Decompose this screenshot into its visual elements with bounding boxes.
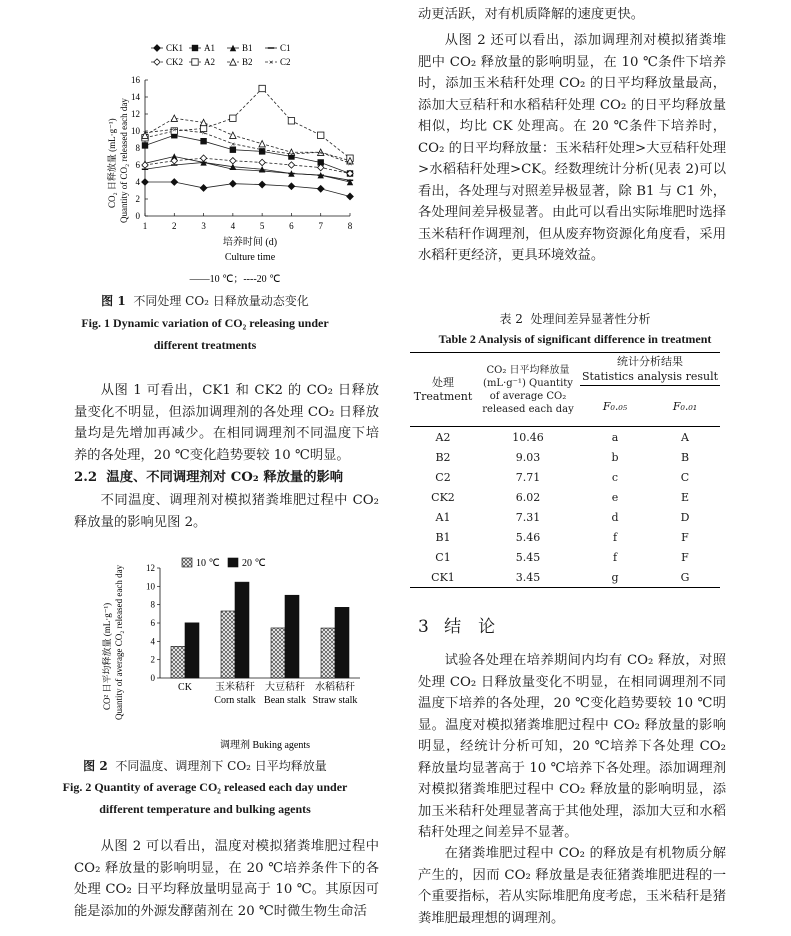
table-cell-treatment: B2 bbox=[435, 450, 451, 464]
figure-2-category-label: 大豆秸秆 bbox=[265, 682, 305, 693]
table-cell-f005: c bbox=[611, 470, 619, 484]
table-cell-treatment: C2 bbox=[435, 470, 451, 484]
table-cell-quantity: 10.46 bbox=[512, 430, 544, 444]
figure-2-bar bbox=[335, 607, 349, 678]
figure-1-ylabel-cn: CO₂ 日释放量 (mL·g⁻¹) bbox=[107, 118, 117, 208]
figure-2-y-tick-label: 8 bbox=[150, 599, 155, 610]
figure-1-caption-en-line1: Fig. 1 Dynamic variation of CO₂ releasing under bbox=[81, 316, 329, 330]
figure-2-category-label-en: Straw stalk bbox=[312, 695, 358, 706]
figure-1-point-ck1 bbox=[142, 179, 148, 185]
table-header-quantity: CO₂ 日平均释放量 (mL·g⁻¹) Quantity of average CO₂ released each day bbox=[476, 353, 580, 427]
figure-1-x-tick-label: 3 bbox=[201, 221, 206, 231]
table-cell-f001: G bbox=[650, 567, 720, 588]
table-row bbox=[410, 487, 720, 507]
figure-1-point-ck1 bbox=[318, 186, 324, 192]
figure-1-line-style-legend: ——10 ℃；----20 ℃ bbox=[189, 274, 281, 285]
table-cell-treatment: CK2 bbox=[431, 490, 455, 504]
figure-1-caption-en-line2: different treatments bbox=[153, 338, 257, 352]
table-cell-treatment: A2 bbox=[435, 430, 451, 444]
figure-1-point-b2 bbox=[230, 132, 236, 138]
figure-1-point-c2: × bbox=[318, 148, 323, 158]
table-cell-f005: g bbox=[580, 567, 650, 588]
figure-1-point-c2: × bbox=[172, 125, 177, 135]
figure-2-bar bbox=[285, 595, 299, 678]
table-cell-quantity: 9.03 bbox=[515, 450, 541, 464]
figure-2-bar bbox=[271, 628, 285, 678]
figure-1-x-tick-label: 1 bbox=[142, 221, 148, 231]
figure-1-legend-marker bbox=[192, 59, 198, 65]
figure-2-bar bbox=[321, 628, 335, 678]
table-header-f005: F₀.₀₅ bbox=[602, 399, 628, 413]
figure-1-legend-label: A2 bbox=[204, 57, 215, 67]
body-paragraph-2: 不同温度、调理剂对模拟猪粪堆肥过程中 CO₂ 释放量的影响见图 2。 bbox=[74, 493, 379, 530]
table-cell-f005: f bbox=[612, 530, 618, 544]
table-cell-quantity: 7.31 bbox=[515, 510, 541, 524]
table-row bbox=[410, 547, 720, 567]
figure-1-point-ck1 bbox=[347, 193, 353, 199]
figure-2-legend bbox=[182, 558, 266, 569]
right-paragraph-2: 试验各处理在培养期间内均有 CO₂ 释放，对照处理 CO₂ 日释放量变化不明显，在相同调理剂不同温度下培养的各处理，20 ℃变化趋势要较 10 ℃明显。温度对模拟猪粪堆肥过程中 CO₂ 释放量的影响明显，经统计分析可知，20 ℃培养下各处理 CO₂ 释放量均显著高于 10 ℃培养下各处理。添加调理剂对模拟猪粪堆肥过程中 CO₂ 释放量的影响明显，添加玉米秸秆处理显著高于其他处理，添加大豆和水稻秸秆处理之间差异不显著。 bbox=[418, 653, 726, 840]
table-cell-f001: A bbox=[681, 430, 689, 444]
table-header-f001: F₀.₀₁ bbox=[672, 399, 698, 413]
figure-1-legend-marker bbox=[192, 45, 198, 51]
figure-1-legend-label: C2 bbox=[280, 57, 291, 67]
figure-1-point-ck1 bbox=[288, 183, 294, 189]
body-paragraph-1: 从图 1 可看出，CK1 和 CK2 的 CO₂ 日释放量变化不明显，但添加调理剂的各处理 CO₂ 日释放量均是先增加再减少。在相同调理剂不同温度下培养的各处理，20 ℃变化趋势要较 10 ℃明显。 bbox=[74, 383, 379, 463]
figure-1-xlabel-en: Culture time bbox=[224, 252, 276, 263]
table-cell-treatment: CK1 bbox=[410, 567, 476, 588]
figure-2-bar-chart bbox=[100, 550, 370, 755]
figure-1-y-tick-label: 8 bbox=[135, 143, 140, 153]
figure-1-x-tick-label: 4 bbox=[230, 221, 236, 231]
figure-1-legend-label: A1 bbox=[204, 43, 215, 53]
table-header-stat: 统计分析结果 Statistics analysis result bbox=[580, 353, 720, 386]
figure-2-y-tick-label: 6 bbox=[150, 618, 155, 628]
figure-2-caption-en-line1: Fig. 2 Quantity of average CO₂ released each day under bbox=[62, 780, 348, 794]
figure-1-x-tick-label: 5 bbox=[259, 221, 265, 231]
right-paragraph-1: 从图 2 还可以看出，添加调理剂对模拟猪粪堆肥中 CO₂ 释放量的影响明显，在 10 ℃条件下培养时，添加玉米秸秆处理 CO₂ 的日平均释放量最高，添加大豆秸秆和水稻秸秆处理 CO₂ 的日平均释放量相似，均比 CK 处理高。在 20 ℃条件下培养时，CO₂ 的日平均释放量：玉米秸秆处理>大豆秸秆处理>水稻秸秆处理>CK。经数理统计分析(见表 2)可以看出，各处理与对照差异极显著，除 B1 与 C1 外，各处理间差异极显著。由此可以看出实际堆肥时选择玉米秸秆作调理剂，但从废弃物资源化角度看，采用水稻秆更经济，更具环境效益。 bbox=[418, 33, 726, 263]
right-paragraph-3: 在猪粪堆肥过程中 CO₂ 的释放是有机物质分解产生的，因而 CO₂ 释放量是表征猪粪堆肥进程的一个重要指标，若从实际堆肥角度考虑，玉米秸秆是猪粪堆肥最理想的调理剂。 bbox=[418, 846, 726, 926]
figure-1-y-tick-label: 0 bbox=[135, 211, 140, 221]
figure-1-x-tick-label: 2 bbox=[172, 221, 177, 231]
table-header-treatment: 处理 Treatment bbox=[410, 353, 476, 427]
figure-1-point-ck1 bbox=[259, 181, 265, 187]
figure-2-category-label: CK bbox=[178, 682, 192, 693]
left-column bbox=[0, 0, 395, 936]
figure-1-legend bbox=[151, 43, 291, 67]
section-3-heading: 3 结 论 bbox=[418, 617, 496, 637]
figure-1-y-tick-label: 10 bbox=[131, 126, 140, 136]
figure-1-point-c2: × bbox=[347, 159, 353, 169]
figure-1-legend-marker bbox=[230, 59, 236, 65]
figure-2-y-tick-label: 10 bbox=[146, 581, 155, 592]
figure-1-legend-label: B2 bbox=[242, 57, 253, 67]
figure-1-point-c2: × bbox=[201, 128, 206, 138]
table-cell-f001: C bbox=[680, 470, 690, 484]
figure-2-y-tick-label: 4 bbox=[150, 636, 155, 647]
figure-2-y-tick-label: 12 bbox=[146, 563, 155, 573]
figure-2-bar bbox=[221, 611, 235, 678]
figure-1-point-a1 bbox=[142, 142, 148, 148]
table-row bbox=[410, 567, 720, 588]
figure-1-point-ck1 bbox=[200, 185, 206, 191]
table-cell-quantity: 5.46 bbox=[515, 530, 541, 544]
figure-1-legend-label: CK1 bbox=[166, 43, 184, 53]
figure-1-y-tick-label: 4 bbox=[135, 177, 140, 187]
figure-2-bar bbox=[235, 582, 249, 678]
figure-2-category-label-en: Bean stalk bbox=[264, 695, 306, 706]
section-2-2-heading: 2.2 温度、不同调理剂对 CO₂ 释放量的影响 bbox=[74, 470, 344, 485]
figure-1-point-a2 bbox=[259, 85, 265, 91]
table-cell-f001: E bbox=[680, 490, 689, 504]
figure-1-legend-marker: × bbox=[268, 58, 274, 67]
figure-1-y-tick-label: 2 bbox=[135, 194, 140, 204]
figure-1-y-tick-label: 6 bbox=[135, 160, 140, 170]
figure-1-point-a2 bbox=[230, 115, 236, 121]
table-cell-f005: a bbox=[611, 430, 619, 444]
figure-1-x-tick-label: 7 bbox=[318, 221, 323, 231]
table-cell-treatment: B1 bbox=[435, 530, 451, 544]
figure-1-point-ck1 bbox=[171, 179, 177, 185]
figure-2-legend-swatch bbox=[228, 558, 238, 567]
table-row bbox=[410, 507, 720, 527]
figure-1-y-tick-label: 14 bbox=[131, 92, 140, 102]
figure-1-point-ck2 bbox=[200, 155, 206, 161]
figure-1-y-tick-label: 12 bbox=[131, 109, 140, 119]
figure-1-line-chart bbox=[95, 38, 375, 288]
figure-1-point-c2: × bbox=[230, 139, 236, 149]
figure-1-point-a1 bbox=[200, 138, 206, 144]
figure-1-xlabel-cn: 培养时间 (d) bbox=[222, 237, 278, 248]
figure-2-category-label-en: Corn stalk bbox=[214, 695, 256, 706]
table-cell-quantity: 5.45 bbox=[515, 550, 541, 564]
figure-1-point-ck2 bbox=[288, 162, 294, 168]
table-cell-f005: d bbox=[611, 510, 619, 524]
table-2-body bbox=[410, 427, 720, 588]
table-row bbox=[410, 427, 720, 448]
figure-2-bars bbox=[171, 582, 357, 706]
figure-2-ylabel-en: Quantity of average CO₂ released each day bbox=[114, 564, 124, 720]
figure-2-bar bbox=[185, 623, 199, 678]
table-row bbox=[410, 467, 720, 487]
table-cell-f005: f bbox=[612, 550, 618, 564]
table-cell-f001: F bbox=[681, 550, 689, 564]
body-paragraph-3: 从图 2 可以看出，温度对模拟猪粪堆肥过程中 CO₂ 释放量的影响明显，在 20 ℃培养条件下的各处理 CO₂ 日平均释放量明显高于 10 ℃。其原因可能是添加的外源发酵菌剂在 20 ℃时微生物生命活 bbox=[74, 839, 379, 919]
table-cell-treatment: C1 bbox=[435, 550, 451, 564]
figure-1-legend-marker bbox=[154, 45, 160, 51]
table-2-title-cn: 表 2 处理间差异显著性分析 bbox=[499, 312, 651, 326]
figure-2-bar bbox=[171, 646, 185, 678]
figure-2-category-label: 玉米秸秆 bbox=[215, 682, 255, 693]
right-paragraph-continued: 动更活跃，对有机质降解的速度更快。 bbox=[418, 7, 645, 22]
table-2 bbox=[410, 352, 720, 588]
figure-1-legend-marker bbox=[154, 59, 160, 65]
table-cell-f005: e bbox=[611, 490, 619, 504]
figure-1-legend-label: CK2 bbox=[166, 57, 184, 67]
table-cell-f001: D bbox=[680, 510, 690, 524]
table-cell-treatment: A1 bbox=[435, 510, 451, 524]
figure-2-y-tick-label: 0 bbox=[150, 673, 155, 683]
figure-1-series bbox=[142, 85, 353, 199]
figure-1-x-tick-label: 8 bbox=[347, 221, 353, 231]
figure-1-point-c2: × bbox=[289, 149, 294, 159]
figure-1-y-tick-label: 16 bbox=[131, 75, 140, 85]
figure-1-point-a2 bbox=[318, 132, 324, 138]
figure-2-category-label: 水稻秸秆 bbox=[315, 682, 355, 693]
figure-1-legend-label: C1 bbox=[280, 43, 291, 53]
figure-2-legend-swatch bbox=[182, 558, 192, 567]
figure-1-point-c2: × bbox=[142, 128, 148, 138]
figure-1-legend-label: B1 bbox=[242, 43, 253, 53]
table-cell-quantity: 3.45 bbox=[476, 567, 580, 588]
figure-2-xlabel: 调理剂 Buking agents bbox=[220, 740, 310, 751]
table-2-title-en: Table 2 Analysis of significant difference in treatment bbox=[438, 332, 712, 346]
figure-2-ylabel-cn: CO² 日平均释放量 (mL·g⁻¹) bbox=[102, 602, 112, 710]
figure-2-legend-label: 20 ℃ bbox=[242, 558, 266, 569]
figure-2-caption-cn: 图 2 不同温度、调理剂下 CO₂ 日平均释放量 bbox=[83, 759, 327, 773]
figure-2-caption-en-line2: different temperature and bulking agents bbox=[99, 802, 311, 816]
table-cell-f001: F bbox=[681, 530, 689, 544]
figure-1-ylabel-en: Quantity of CO₂ released each day bbox=[119, 98, 129, 223]
table-cell-f005: b bbox=[611, 450, 619, 464]
figure-1-point-c2: × bbox=[259, 145, 265, 155]
figure-1-point-ck2 bbox=[230, 158, 236, 164]
figure-1-point-ck2 bbox=[259, 159, 265, 165]
figure-2-y-tick-label: 2 bbox=[150, 654, 155, 665]
figure-1-point-ck1 bbox=[230, 181, 236, 187]
figure-1-x-tick-label: 6 bbox=[289, 221, 294, 231]
table-cell-quantity: 6.02 bbox=[515, 490, 541, 504]
table-row bbox=[410, 447, 720, 467]
figure-2-legend-label: 10 ℃ bbox=[196, 558, 220, 569]
table-cell-quantity: 7.71 bbox=[515, 470, 541, 484]
figure-1-caption-cn: 图 1 不同处理 CO₂ 日释放量动态变化 bbox=[101, 294, 309, 308]
table-row bbox=[410, 527, 720, 547]
table-cell-f001: B bbox=[680, 450, 690, 464]
figure-1-point-a2 bbox=[288, 118, 294, 124]
